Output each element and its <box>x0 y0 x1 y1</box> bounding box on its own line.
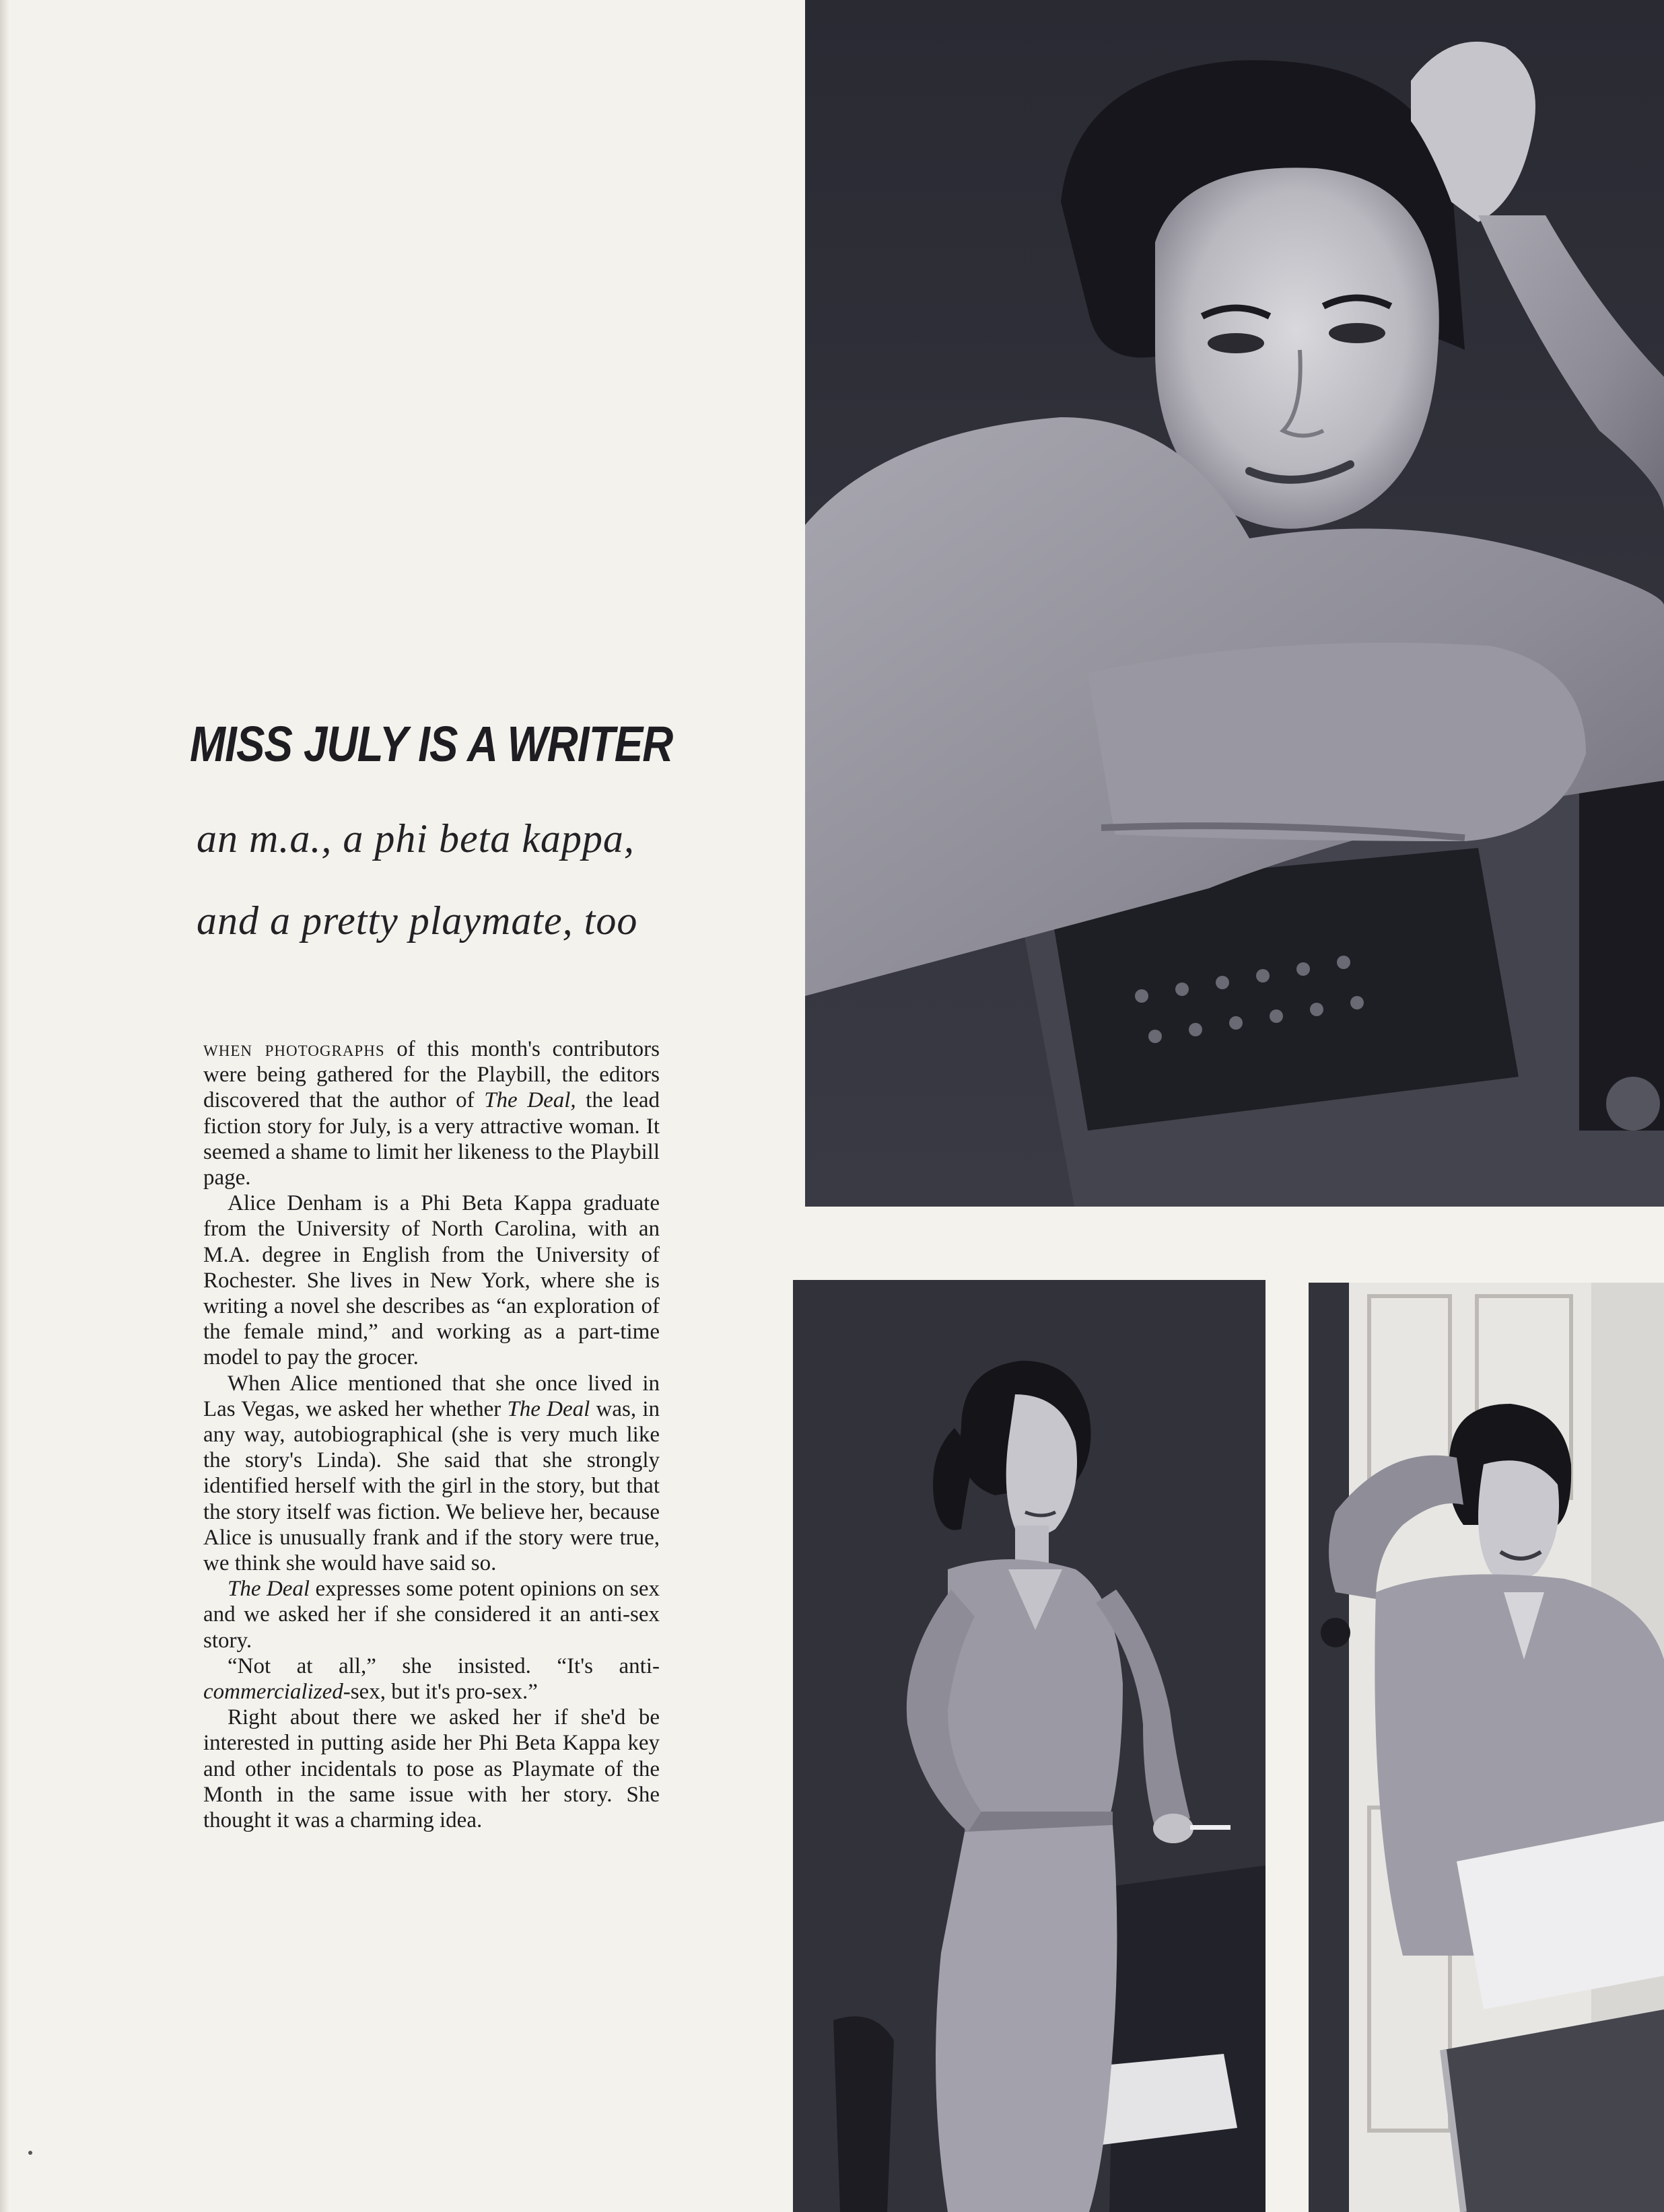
article-body <box>203 1036 660 1833</box>
paragraph-1-text-b: the lead fiction story for July, is a very attractive woman. It seemed a shame to limit her likeness to the Playbill page. <box>203 1088 660 1190</box>
paragraph-1-text-a: of this month's contributors were being gathered for the Playbill, the editors discovered that the author of <box>203 1037 660 1113</box>
paragraph-6: Right about there we asked her if she'd be interested in putting aside her Phi Beta Kappa key and other incidentals to pose as Playmate of the Month in the same issue with her story. She thought it was a charming idea. <box>203 1705 660 1833</box>
story-title: The Deal <box>507 1396 590 1421</box>
paragraph-5-text-b: -sex, but it's pro-sex.” <box>343 1680 538 1705</box>
paragraph-5-text-a: “Not at all,” she insisted. “It's anti- <box>228 1653 660 1678</box>
portrait-illustration <box>805 0 1664 1207</box>
headline: MISS JULY IS A WRITER <box>190 716 673 772</box>
subhead-line-1: an m.a., a phi beta kappa, <box>197 816 635 861</box>
standing-pose-illustration <box>793 1280 1266 2212</box>
paragraph-1 <box>203 1036 660 1190</box>
paragraph-3 <box>203 1371 660 1577</box>
print-speck <box>28 2151 32 2155</box>
story-title: The Deal <box>228 1577 310 1602</box>
page-binding-edge <box>0 0 9 2212</box>
photo-doorway-pose <box>1309 1283 1664 2212</box>
paragraph-5 <box>203 1653 660 1705</box>
paragraph-3-text-a: When Alice mentioned that she once lived in Las Vegas, we asked her whether <box>203 1371 660 1421</box>
lead-in-small-caps: when photographs <box>203 1037 385 1061</box>
emphasis: commercialized <box>203 1680 343 1705</box>
paragraph-4-text: expresses some potent opinions on sex and we asked her if she considered it an anti-sex story. <box>203 1577 660 1653</box>
photo-portrait-typewriter <box>805 0 1664 1207</box>
paragraph-3-text-b: was, in any way, autobiographical (she is very much like the story's Linda). She said that she strongly identified herself with the girl in the story, but that the story itself was fiction. We believe her, because Alice is unusually frank and if the story were true, we think she would have said so. <box>203 1396 660 1576</box>
subhead-line-2: and a pretty playmate, too <box>197 898 638 943</box>
paragraph-2: Alice Denham is a Phi Beta Kappa graduate from the University of North Carolina, with an M.A. degree in English from the University of Rochester. She lives in New York, where she is writing a novel she describes as “an exploration of the female mind,” and working as a part-time model to pay the grocer. <box>203 1191 660 1370</box>
paragraph-4 <box>203 1576 660 1653</box>
doorway-pose-illustration <box>1309 1283 1664 2212</box>
story-title: The Deal, <box>484 1088 576 1113</box>
photo-standing-pose <box>793 1280 1266 2212</box>
